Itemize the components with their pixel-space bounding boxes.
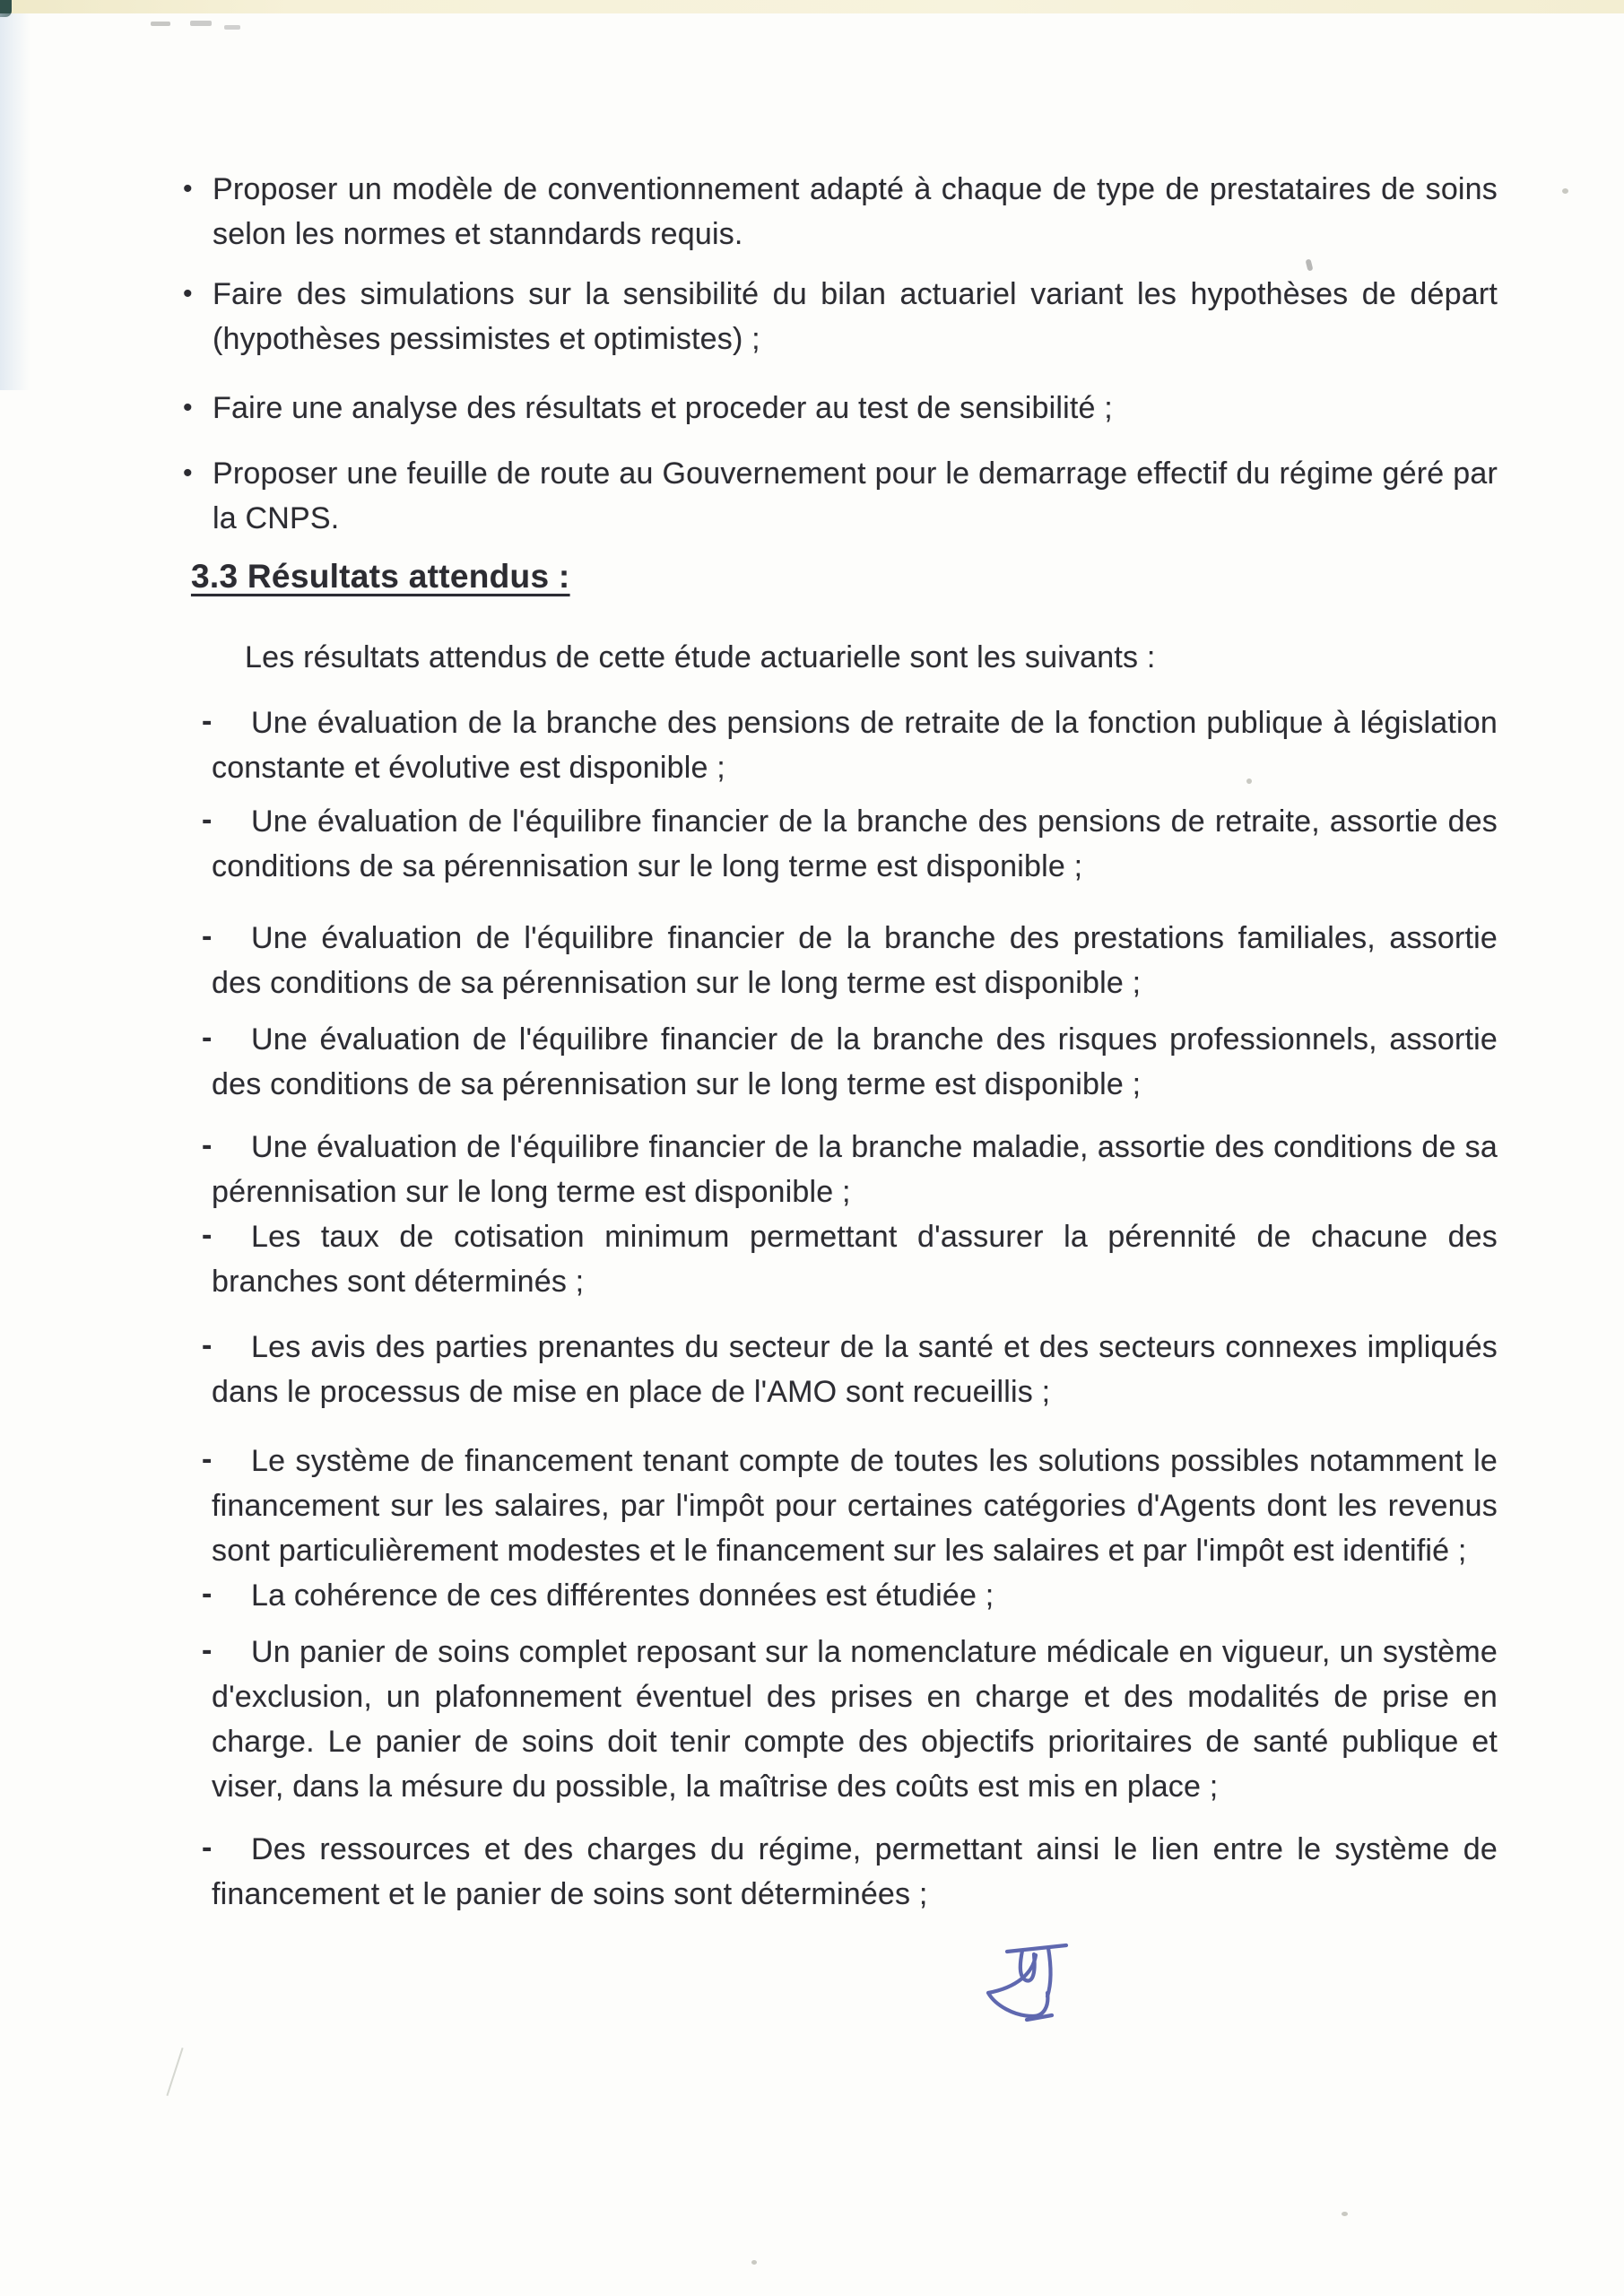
- result-item: [202, 1325, 1498, 1414]
- result-item: [202, 1214, 1498, 1304]
- dash-marker-icon: -: [202, 1128, 213, 1162]
- dash-marker-icon: -: [202, 1021, 213, 1055]
- result-text: Des ressources et des charges du régime, permettant ainsi le lien entre le système de financement et le panier de soins sont déterminées ;: [212, 1832, 1498, 1911]
- result-text: Une évaluation de l'équilibre financier de la branche des risques professionnels, assortie des conditions de sa pérennisation sur le long terme est disponible ;: [212, 1022, 1498, 1101]
- section-heading: 3.3 Résultats attendus :: [191, 558, 570, 595]
- bullet-text: Proposer une feuille de route au Gouvernement pour le demarrage effectif du régime géré par la CNPS.: [213, 457, 1498, 535]
- dash-marker-icon: -: [202, 1328, 213, 1362]
- bullet-text: Faire des simulations sur la sensibilité du bilan actuariel variant les hypothèses de départ (hypothèses pessimistes et optimistes) ;: [213, 277, 1498, 356]
- bullet-marker-icon: •: [183, 279, 193, 309]
- result-item: [202, 1017, 1498, 1107]
- signature-initials-icon: [973, 1935, 1099, 2036]
- dash-marker-icon: -: [202, 1577, 213, 1611]
- result-text: Les avis des parties prenantes du secteur de la santé et des secteurs connexes impliqués dans le processus de mise en place de l'AMO sont recueillis ;: [212, 1330, 1498, 1409]
- bullet-text: Proposer un modèle de conventionnement adapté à chaque de type de prestataires de soins selon les normes et stanndards requis.: [213, 172, 1498, 251]
- result-text: Le système de financement tenant compte de toutes les solutions possibles notamment le financement sur les salaires, par l'impôt pour certaines catégories d'Agents dont les revenus sont particulièrement modestes et le financement sur les salaires et par l'impôt est identifié ;: [212, 1444, 1498, 1568]
- result-item: [202, 1827, 1498, 1917]
- scan-slash-mark: [166, 2048, 183, 2096]
- result-item: [202, 1630, 1498, 1809]
- bullet-marker-icon: •: [183, 393, 193, 422]
- bullet-marker-icon: •: [183, 458, 193, 488]
- result-item: [202, 916, 1498, 1005]
- result-text: Une évaluation de l'équilibre financier de la branche des prestations familiales, assortie des conditions de sa pérennisation sur le long terme est disponible ;: [212, 921, 1498, 1000]
- dash-marker-icon: -: [202, 1442, 213, 1476]
- dash-marker-icon: -: [202, 704, 213, 738]
- dash-marker-icon: -: [202, 803, 213, 837]
- result-text: Une évaluation de la branche des pensions de retraite de la fonction publique à législation constante et évolutive est disponible ;: [212, 706, 1498, 785]
- result-text: Une évaluation de l'équilibre financier de la branche des pensions de retraite, assortie des conditions de sa pérennisation sur le long terme est disponible ;: [212, 804, 1498, 883]
- result-item: [202, 1439, 1498, 1573]
- dash-marker-icon: -: [202, 919, 213, 953]
- scan-speck: [751, 2260, 757, 2265]
- bullet-item: [183, 167, 1498, 257]
- bullet-item: [183, 272, 1498, 361]
- result-text: Une évaluation de l'équilibre financier de la branche maladie, assortie des conditions de sa pérennisation sur le long terme est disponible ;: [212, 1130, 1498, 1209]
- result-item: [202, 700, 1498, 790]
- result-item: [202, 1573, 1498, 1618]
- intro-paragraph: Les résultats attendus de cette étude actuarielle sont les suivants :: [245, 640, 1156, 674]
- result-text: La cohérence de ces différentes données est étudiée ;: [251, 1578, 994, 1613]
- dash-marker-icon: -: [202, 1633, 213, 1667]
- bullet-marker-icon: •: [183, 174, 193, 204]
- result-text: Un panier de soins complet reposant sur la nomenclature médicale en vigueur, un système d'exclusion, un plafonnement éventuel des prises en charge et des modalités de prise en charge. Le panier de soins doit tenir compte des objectifs prioritaires de santé publique et viser, dans la mésure du possible, la maîtrise des coûts est mis en place ;: [212, 1635, 1498, 1804]
- result-text: Les taux de cotisation minimum permettant d'assurer la pérennité de chacune des branches sont déterminés ;: [212, 1220, 1498, 1299]
- dash-marker-icon: -: [202, 1218, 213, 1252]
- bullet-text: Faire une analyse des résultats et proceder au test de sensibilité ;: [213, 391, 1113, 425]
- bullet-item: [183, 386, 1498, 430]
- result-item: [202, 1125, 1498, 1214]
- bullet-item: [183, 451, 1498, 541]
- result-item: [202, 799, 1498, 889]
- dash-marker-icon: -: [202, 1831, 213, 1865]
- scan-speck: [1342, 2212, 1348, 2216]
